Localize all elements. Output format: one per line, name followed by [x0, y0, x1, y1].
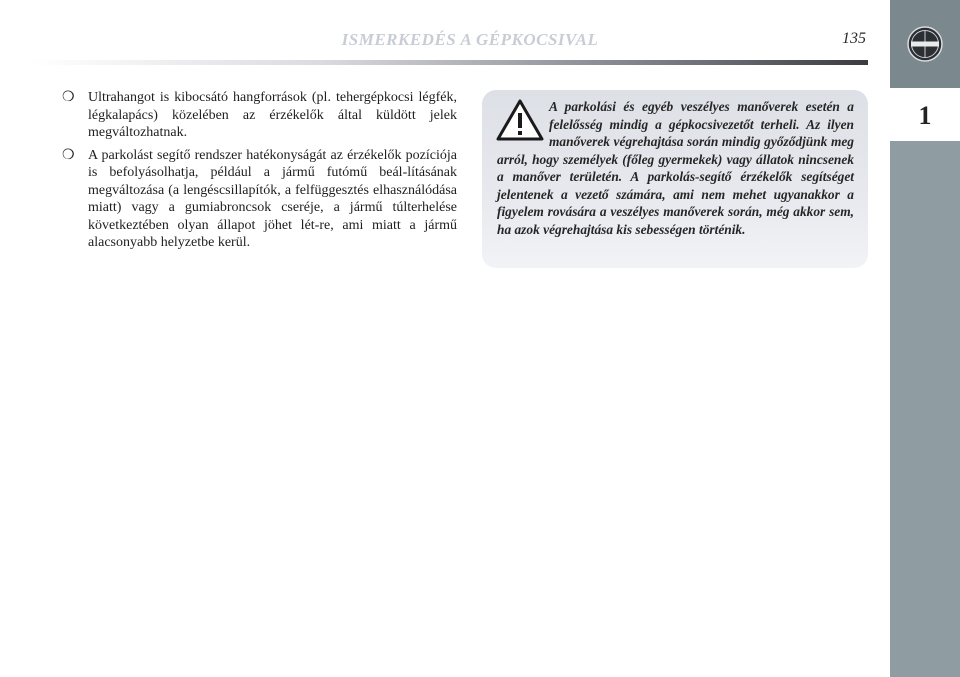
list-item — [62, 147, 457, 252]
bullet-list — [62, 89, 457, 257]
lancia-logo-icon — [907, 26, 943, 62]
page-number: 135 — [842, 30, 866, 47]
warning-box — [482, 90, 868, 268]
bullet-circle-icon: ❍ — [62, 147, 75, 163]
chapter-sidebar — [890, 0, 960, 677]
sidebar-logo-area — [890, 0, 960, 91]
warning-paragraph — [497, 98, 854, 238]
chapter-number-tab[interactable]: 1 — [890, 91, 960, 141]
bullet-text: A parkolást segítő rendszer hatékonyságát az érzékelők pozíciója is befolyásolhatja, például a jármű futómű beál-lításának megváltozása (a lengéscsillapítók, a felfüggesztés elhasználódása miatt) vagy a gumiabroncsok cseréje, a jármű túlterhelése következtében olyan állapot jöhet lét-re, ami miatt a jármű alacsonyabb helyzetbe kerül. — [88, 147, 457, 250]
bullet-text: Ultrahangot is kibocsátó hangforrások (pl. tehergépkocsi légfék, légkalapács) közelében az érzékelők által küldött jelek megváltozhatnak. — [88, 90, 457, 140]
header-divider — [30, 60, 868, 65]
warning-text: A parkolási és egyéb veszélyes manőverek esetén a felelősség mindig a gépkocsivezetőt terheli. Az ilyen manőverek végrehajtása során mindig győződjünk meg arról, hogy személyek (főleg gyermekek) vagy állatok nincsenek a manőver területén. A parkolás-segítő érzékelők segítséget jelentenek a vezető számára, ami nem mehet ugyanakkor a figyelem rovására a veszélyes manőverek során, még akkor sem, ha azok végrehajtása kis sebességen történik. — [497, 99, 854, 237]
page-header-title: ISMERKEDÉS A GÉPKOCSIVAL — [341, 30, 599, 49]
list-item — [62, 89, 457, 142]
bullet-circle-icon: ❍ — [62, 90, 75, 105]
